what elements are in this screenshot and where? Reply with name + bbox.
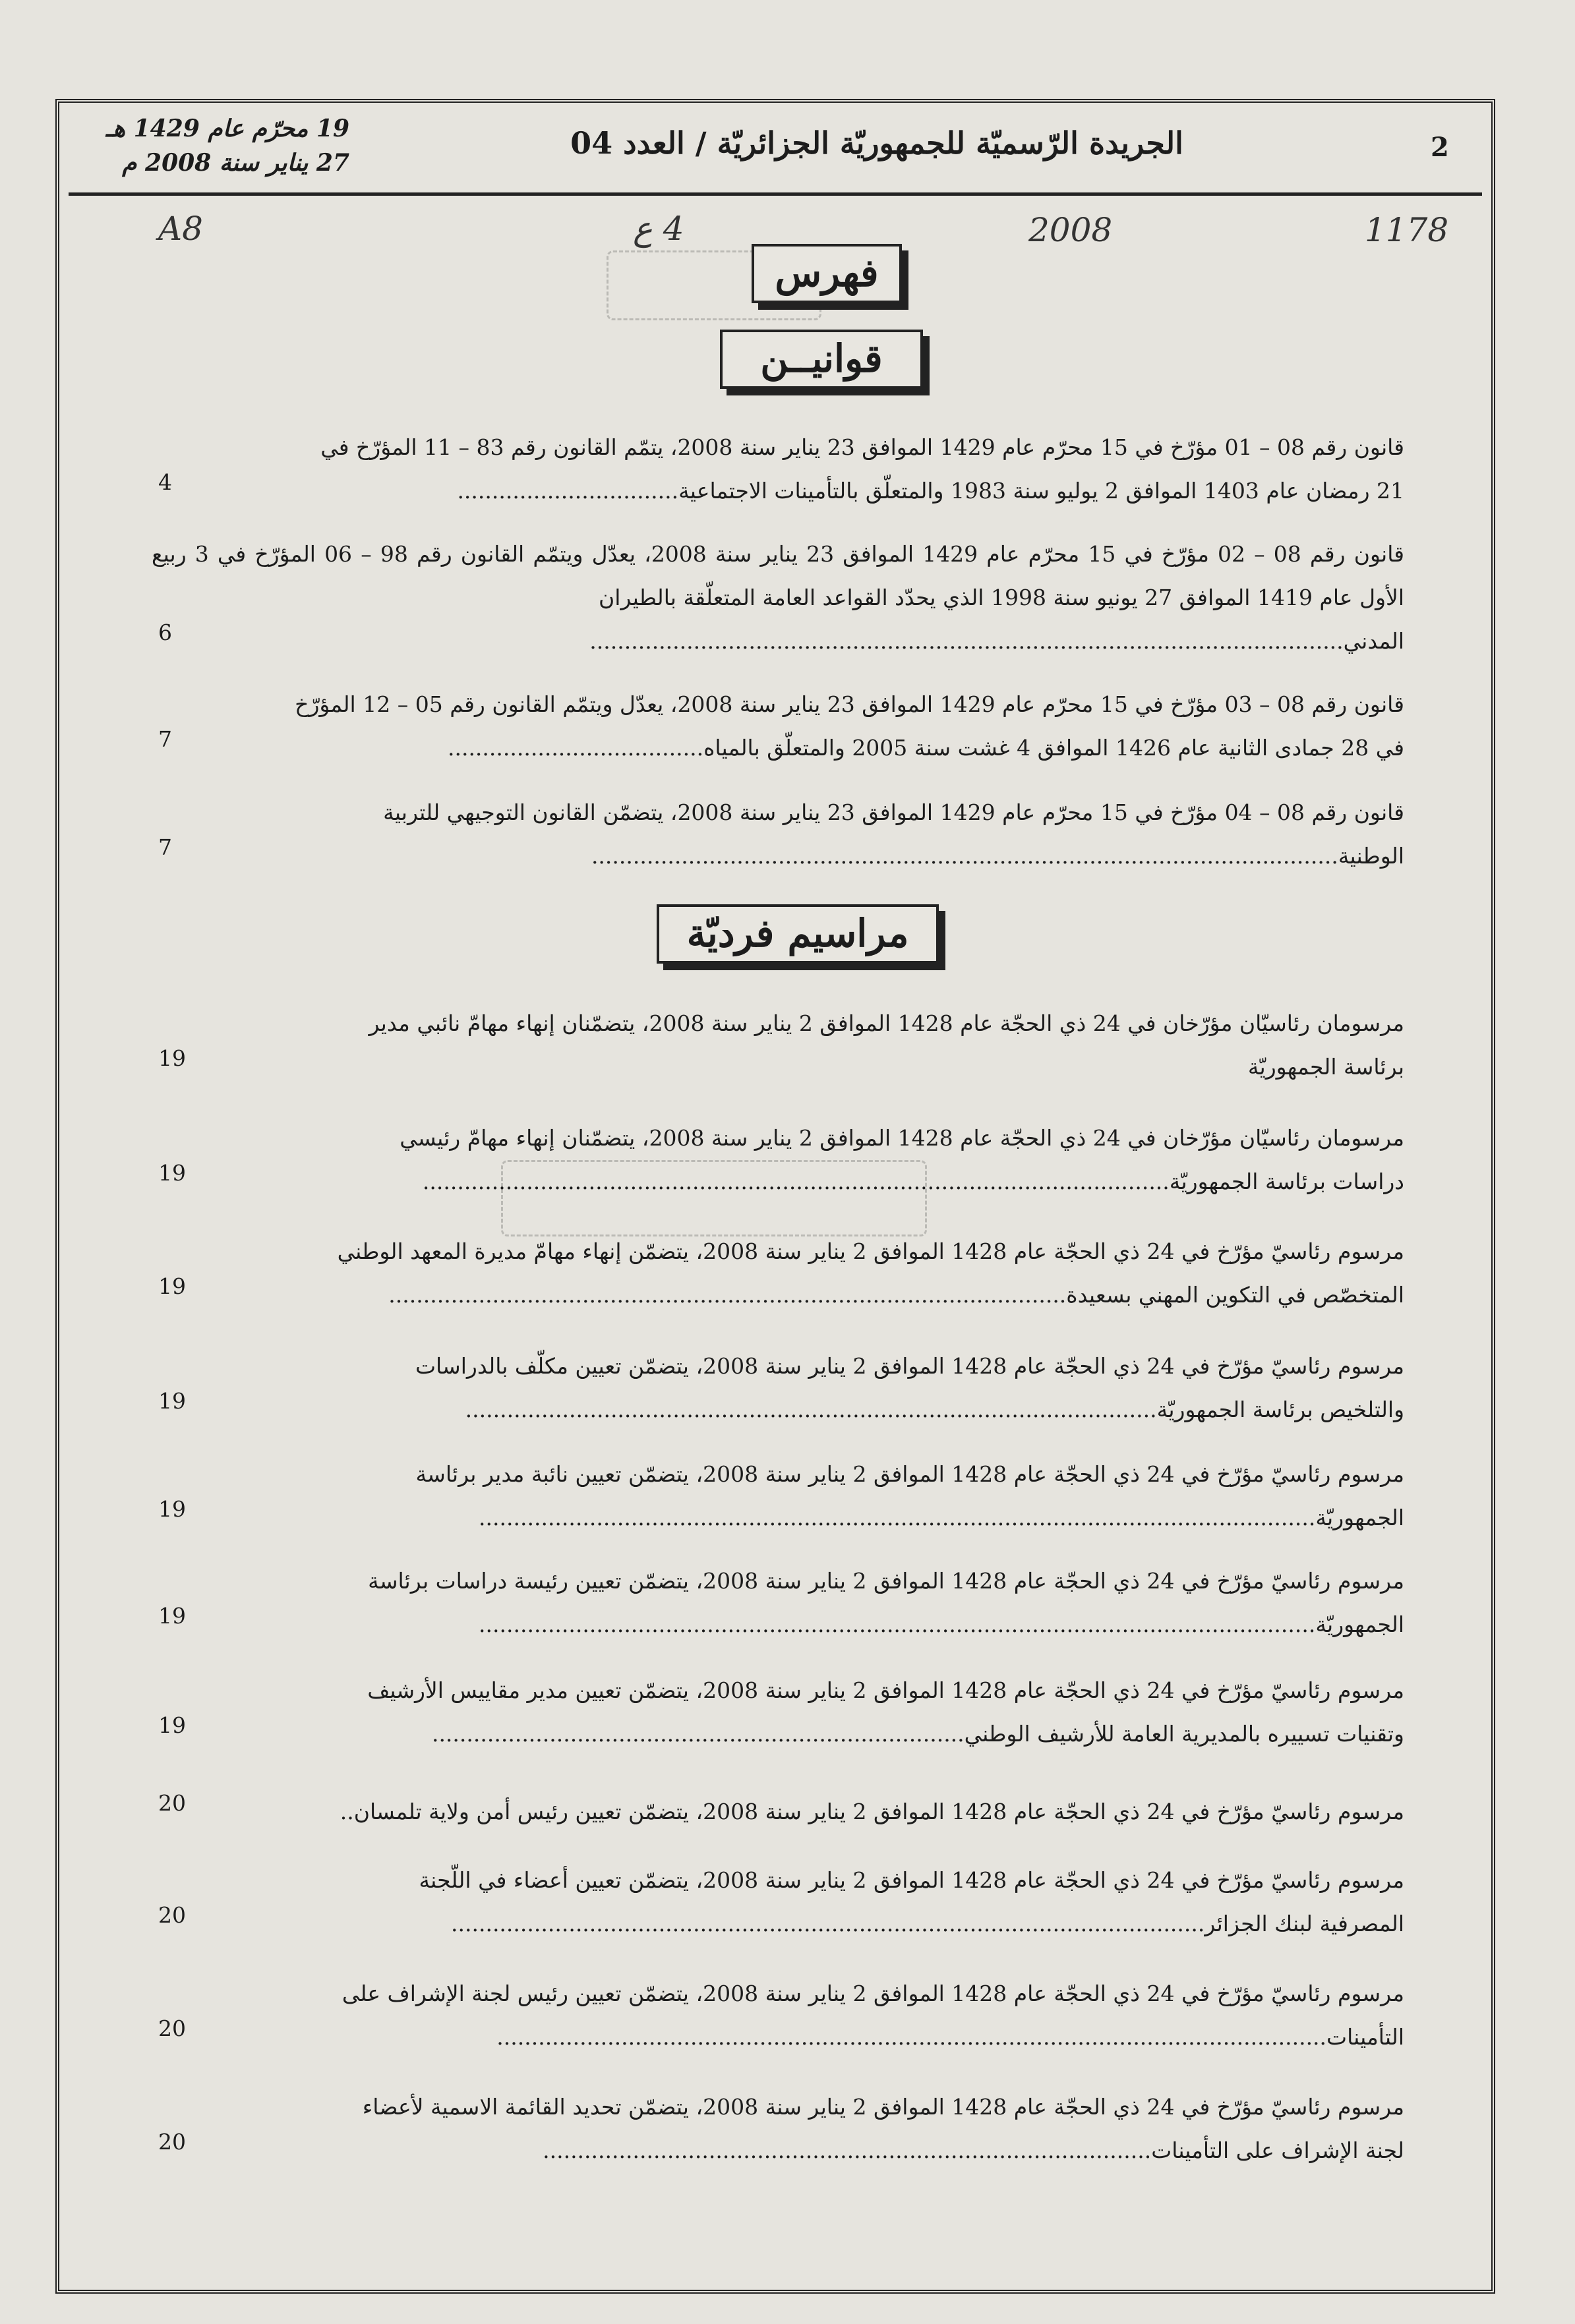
entry-text: مرسوم رئاسيّ مؤرّخ في 24 ذي الحجّة عام 1428 الموافق 2 يناير سنة 2008، يتضمّن تعيين رئيس لجنة الإشراف على xyxy=(342,1981,1404,2006)
entry-text: مرسوم رئاسيّ مؤرّخ في 24 ذي الحجّة عام 1428 الموافق 2 يناير سنة 2008، يتضمّن تعيين أعضاء في اللّجنة xyxy=(419,1867,1404,1893)
entry-text: مرسوم رئاسيّ مؤرّخ في 24 ذي الحجّة عام 1428 الموافق 2 يناير سنة 2008، يتضمّن تعيين نائبة مدير برئاسة xyxy=(415,1461,1404,1487)
entry-continuation: التأمينات........................................................................................................................ xyxy=(496,2024,1404,2050)
list-item xyxy=(152,1117,1404,1204)
entry-continuation: المدني............................................................................................................. xyxy=(589,628,1404,654)
entry-page: 19 xyxy=(158,1712,186,1738)
entry-continuation: المتخصّص في التكوين المهني بسعيدة.................................................................................................. xyxy=(388,1282,1404,1308)
section-title-laws: قوانيــن xyxy=(720,330,923,389)
entry-page: 19 xyxy=(158,1045,186,1071)
entry-text: مرسوم رئاسيّ مؤرّخ في 24 ذي الحجّة عام 1428 الموافق 2 يناير سنة 2008، يتضمّن تعيين رئيس أمن ولاية تلمسان xyxy=(353,1799,1404,1824)
entry-page: 19 xyxy=(158,1160,186,1186)
list-item: مرسوم رئاسيّ مؤرّخ في 24 ذي الحجّة عام 1428 الموافق 2 يناير سنة 2008، يتضمّن تعيين رئيس أمن ولاية تلمسان.. xyxy=(340,1799,1404,1824)
list-item xyxy=(152,1002,1404,1089)
entry-text: قانون رقم 08 – 01 مؤرّخ في 15 محرّم عام 1429 الموافق 23 يناير سنة 2008، يتمّم القانون رقم 83 – 11 المؤرّخ في xyxy=(320,434,1404,460)
entry-continuation: وتقنيات تسييره بالمديرية العامة للأرشيف الوطني............................................................................. xyxy=(431,1721,1404,1747)
entry-continuation: الجمهوريّة......................................................................................................................... xyxy=(479,1505,1404,1530)
entry-continuation: والتلخيص برئاسة الجمهوريّة.................................................................................................... xyxy=(465,1397,1404,1422)
entry-continuation: برئاسة الجمهوريّة xyxy=(1247,1054,1404,1080)
entry-page: 20 xyxy=(158,2016,186,2041)
entry-continuation: الجمهوريّة......................................................................................................................... xyxy=(479,1612,1404,1637)
annotation-code: 4 ع xyxy=(633,210,684,248)
annotation-year: 2008 xyxy=(1028,211,1113,249)
entry-continuation: في 28 جمادى الثانية عام 1426 الموافق 4 غشت سنة 2005 والمتعلّق بالمياه..................................... xyxy=(447,735,1404,761)
gregorian-date: 27 يناير سنة 2008 م xyxy=(122,149,349,177)
entry-page: 20 xyxy=(158,2129,186,2155)
list-item xyxy=(152,2085,1404,2172)
entry-text: مرسوم رئاسيّ مؤرّخ في 24 ذي الحجّة عام 1428 الموافق 2 يناير سنة 2008، يتضمّن تعيين رئيسة دراسات برئاسة xyxy=(368,1568,1404,1594)
hijri-date: 19 محرّم عام 1429 هـ xyxy=(105,115,349,142)
entry-text: قانون رقم 08 – 03 مؤرّخ في 15 محرّم عام 1429 الموافق 23 يناير سنة 2008، يعدّل ويتمّم القانون رقم 05 – 12 المؤرّخ xyxy=(295,691,1404,717)
entry-text: مرسومان رئاسيّان مؤرّخان في 24 ذي الحجّة عام 1428 الموافق 2 يناير سنة 2008، يتضمّنان إنهاء مهامّ نائبي مدير xyxy=(369,1010,1404,1036)
entry-continuation: الوطنية............................................................................................................ xyxy=(591,843,1404,869)
entry-continuation: دراسات برئاسة الجمهوريّة............................................................................................................ xyxy=(422,1169,1404,1194)
list-item xyxy=(152,1345,1404,1432)
list-item xyxy=(152,1453,1404,1540)
list-item xyxy=(152,426,1404,513)
entry-text: مرسوم رئاسيّ مؤرّخ في 24 ذي الحجّة عام 1428 الموافق 2 يناير سنة 2008، يتضمّن تعيين مدير مقاييس الأرشيف xyxy=(367,1677,1404,1703)
list-item xyxy=(152,1669,1404,1756)
entry-text: مرسوم رئاسيّ مؤرّخ في 24 ذي الحجّة عام 1428 الموافق 2 يناير سنة 2008، يتضمّن إنهاء مهامّ مديرة المعهد الوطني xyxy=(337,1238,1404,1264)
annotation-right: 1178 xyxy=(1365,211,1449,249)
entry-page: 19 xyxy=(158,1496,186,1522)
list-item xyxy=(152,791,1404,878)
entry-page: 6 xyxy=(158,620,172,645)
entry-page: 4 xyxy=(158,469,172,495)
entry-text: قانون رقم 08 – 02 مؤرّخ في 15 محرّم عام 1429 الموافق 23 يناير سنة 2008، يعدّل ويتمّم القانون رقم 98 – 06 المؤرّخ في 3 ربيع الأول عام 1419 الموافق 27 يونيو سنة 1998 الذي يحدّد القواعد العامة المتعلّقة بالطيران xyxy=(152,541,1405,610)
list-item xyxy=(152,1230,1404,1317)
list-item xyxy=(152,1972,1404,2059)
entry-page: 20 xyxy=(158,1790,186,1816)
list-item xyxy=(152,533,1404,663)
toc-title: فهرس xyxy=(752,244,902,303)
page-number: 2 xyxy=(1431,132,1449,163)
entry-continuation: لجنة الإشراف على التأمينات........................................................................................ xyxy=(543,2137,1404,2163)
section-title-decrees: مراسيم فرديّة xyxy=(657,904,939,964)
header-rule xyxy=(69,192,1482,196)
entry-page: 7 xyxy=(158,834,172,860)
journal-title: الجريدة الرّسميّة للجمهوريّة الجزائريّة / العدد 04 xyxy=(570,125,1183,161)
entry-page: 19 xyxy=(158,1603,186,1629)
entry-page: 7 xyxy=(158,726,172,752)
entry-text: مرسوم رئاسيّ مؤرّخ في 24 ذي الحجّة عام 1428 الموافق 2 يناير سنة 2008، يتضمّن تعيين مكلّف بالدراسات xyxy=(415,1353,1404,1379)
list-item xyxy=(152,1559,1404,1646)
entry-page: 19 xyxy=(158,1388,186,1414)
list-item xyxy=(152,683,1404,770)
entry-page: 20 xyxy=(158,1902,186,1928)
entry-text: مرسومان رئاسيّان مؤرّخان في 24 ذي الحجّة عام 1428 الموافق 2 يناير سنة 2008، يتضمّنان إنهاء مهامّ رئيسي xyxy=(400,1125,1404,1151)
list-item xyxy=(152,1859,1404,1946)
entry-continuation: المصرفية لبنك الجزائر............................................................................................................. xyxy=(451,1911,1404,1936)
annotation-left: A8 xyxy=(158,210,203,248)
entry-continuation: 21 رمضان عام 1403 الموافق 2 يوليو سنة 1983 والمتعلّق بالتأمينات الاجتماعية................................ xyxy=(457,478,1404,504)
entry-page: 19 xyxy=(158,1273,186,1299)
entry-text: قانون رقم 08 – 04 مؤرّخ في 15 محرّم عام 1429 الموافق 23 يناير سنة 2008، يتضمّن القانون التوجيهي للتربية xyxy=(383,799,1404,825)
entry-text: مرسوم رئاسيّ مؤرّخ في 24 ذي الحجّة عام 1428 الموافق 2 يناير سنة 2008، يتضمّن تحديد القائمة الاسمية لأعضاء xyxy=(362,2094,1404,2120)
